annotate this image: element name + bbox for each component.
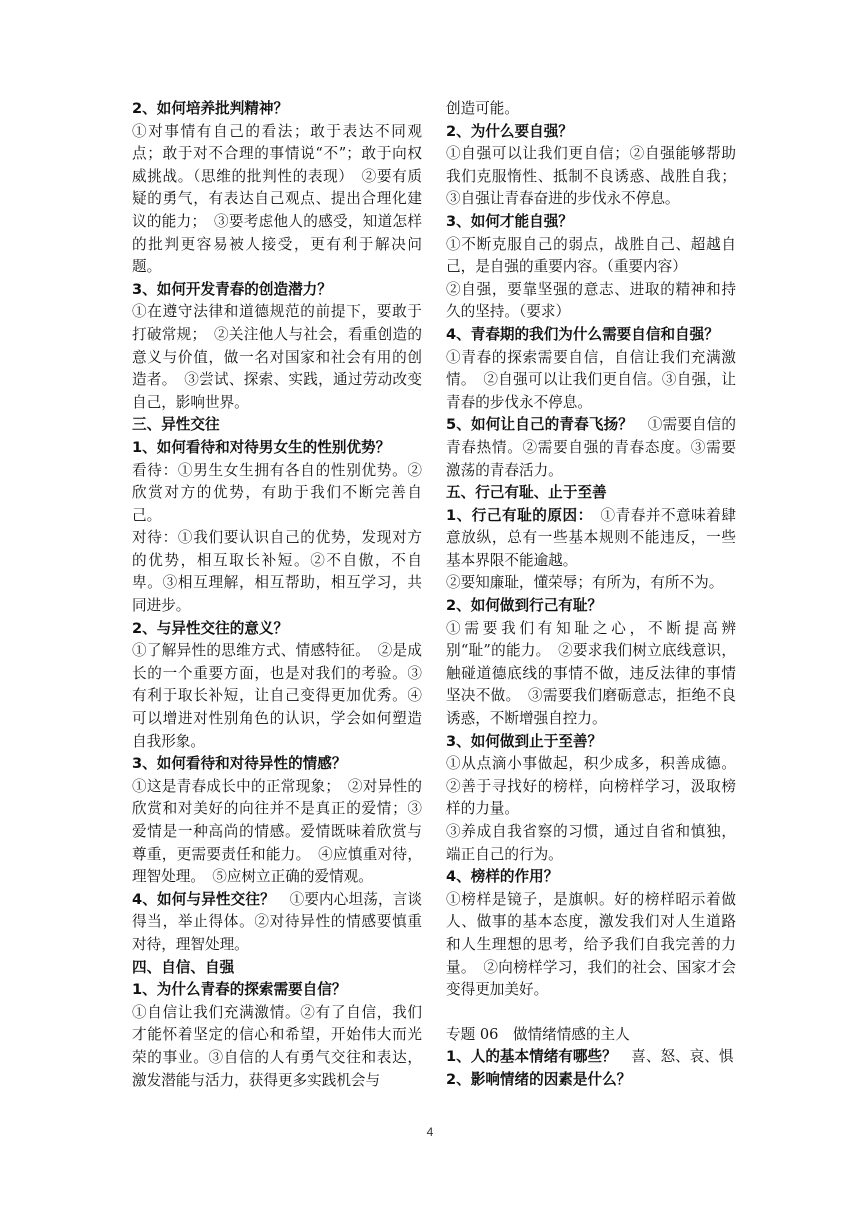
right-column: [446, 98, 736, 1092]
section-heading: 3、如何开发青春的创造潜力？: [132, 280, 332, 298]
question-heading: 1、人的基本情绪有哪些？: [446, 1048, 617, 1066]
topic-title: 专题 06 做情绪情感的主人: [446, 1025, 630, 1043]
question-heading: 1、行己有耻的原因：: [446, 506, 586, 524]
section-heading: 2、如何培养批判精神？: [132, 100, 289, 117]
body-paragraph: ①对事情有自己的看法；敢于表达不同观点；敢于对不合理的事情说“不”；敢于向权威挑战。（思维的批判性的表现） ②要有质疑的勇气，有表达自己观点、提出合理化建议的能力； ③要考虑他人的感受，知道怎样的批判更容易被人接受，更有利于解决问题。: [132, 122, 422, 276]
body-paragraph: ①需要我们有知耻之心，不断提高辨别“耻”的能力。 ②要求我们树立底线意识，触碰道德底线的事情不做，违反法律的事情坚决不做。 ③需要我们磨砺意志，拒绝不良诱惑，不断增强自控力。: [446, 619, 736, 728]
section-heading: 2、为什么要自强？: [446, 122, 573, 140]
page-number: 4: [426, 1125, 434, 1139]
question-paragraph: [446, 505, 736, 573]
body-paragraph: ①自强可以让我们更自信；②自强能够帮助我们克服惰性、抵制不良诱惑、战胜自我；③自强让青春奋进的步伐永不停息。: [446, 145, 736, 208]
spacer: [446, 1002, 736, 1024]
body-paragraph: 看待：①男生女生拥有各自的性别优势。②欣赏对方的优势，有助于我们不断完善自己。: [132, 461, 422, 524]
section-heading: 2、如何做到行己有耻？: [446, 597, 603, 615]
answer-text: ①青春并不意味着肆意放纵，总有一些基本规则不能违反，一些基本界限不能逾越。: [446, 506, 736, 569]
question-heading: 5、如何让自己的青春飞扬？: [446, 416, 634, 434]
section-heading: 三、异性交往: [132, 416, 220, 434]
body-paragraph: ②要知廉耻，懂荣辱；有所为，有所不为。: [446, 574, 724, 592]
body-paragraph: ①在遵守法律和道德规范的前提下，要敢于打破常规； ②关注他人与社会，看重创造的意义与价值，做一名对国家和社会有用的创造者。 ③尝试、探索、实践，通过劳动改变自己，影响世界。: [132, 303, 422, 411]
body-paragraph: ①这是青春成长中的正常现象； ②对异性的欣赏和对美好的向往并不是真正的爱情；③爱情是一种高尚的情感。爱情既味着欣赏与尊重，更需要责任和能力。 ④应慎重对待，理智处理。 ⑤应树立正确的爱情观。: [132, 777, 422, 886]
question-paragraph: [446, 414, 736, 482]
body-paragraph: ①自信让我们充满激情。②有了自信，我们才能怀着坚定的信心和希望，开始伟大而光荣的事业。③自信的人有勇气交往和表达，激发潜能与活力，获得更多实践机会与: [132, 1003, 422, 1089]
question-heading: 4、如何与异性交往？: [132, 890, 275, 908]
left-column: [132, 98, 422, 1092]
section-heading: 1、为什么青春的探索需要自信？: [132, 981, 347, 999]
section-heading: 1、如何看待和对待男女生的性别优势？: [132, 438, 391, 456]
section-heading: 五、行己有耻、止于至善: [446, 484, 607, 502]
section-heading: 2、与异性交往的意义？: [132, 619, 289, 637]
answer-text: 喜、怒、哀、惧: [616, 1048, 734, 1066]
body-paragraph: ③养成自我省察的习惯，通过自省和慎独，端正自己的行为。: [446, 823, 736, 863]
section-heading: 2、影响情绪的因素是什么？: [446, 1070, 632, 1088]
answer-text: ①需要自信的青春热情。②需要自强的青春态度。③需要激荡的青春活力。: [446, 416, 736, 479]
section-heading: 3、如何做到止于至善？: [446, 732, 603, 750]
section-heading: 4、青春期的我们为什么需要自信和自强？: [446, 325, 719, 343]
section-heading: 3、如何才能自强？: [446, 212, 573, 230]
section-heading: 四、自信、自强: [132, 958, 235, 976]
answer-text: ①要内心坦荡，言谈得当，举止得体。②对待异性的情感要慎重对待，理智处理。: [132, 890, 422, 953]
body-paragraph: ①从点滴小事做起，积少成多，积善成德。②善于寻找好的榜样，向榜样学习，汲取榜样的力量。: [446, 755, 736, 818]
body-paragraph: ①青春的探索需要自信，自信让我们充满激情。 ②自强可以让我们更自信。③自强，让青春的步伐永不停息。: [446, 348, 736, 411]
body-paragraph: 对待：①我们要认识自己的优势，发现对方的优势，相互取长补短。②不自傲，不自卑。③相互理解，相互帮助，相互学习，共同进步。: [132, 529, 422, 615]
body-paragraph: 创造可能。: [446, 100, 519, 117]
body-paragraph: ①了解异性的思维方式、情感特征。 ②是成长的一个重要方面，也是对我们的考验。③有利于取长补短，让自己变得更加优秀。④可以增进对性别角色的认识，学会如何塑造自我形象。: [132, 642, 422, 750]
section-heading: 4、榜样的作用？: [446, 868, 559, 886]
question-paragraph: [132, 889, 422, 957]
body-paragraph: ②自强，要靠坚强的意志、进取的精神和持久的坚持。（要求）: [446, 280, 736, 321]
body-paragraph: ①榜样是镜子，是旗帜。好的榜样昭示着做人、做事的基本态度，激发我们对人生道路和人生理想的思考，给予我们自我完善的力量。 ②向榜样学习，我们的社会、国家才会变得更加美好。: [446, 890, 736, 999]
body-paragraph: ①不断克服自己的弱点，战胜自己、超越自己，是自强的重要内容。（重要内容）: [446, 235, 736, 276]
section-heading: 3、如何看待和对待异性的情感？: [132, 755, 347, 773]
question-paragraph: [446, 1046, 736, 1069]
